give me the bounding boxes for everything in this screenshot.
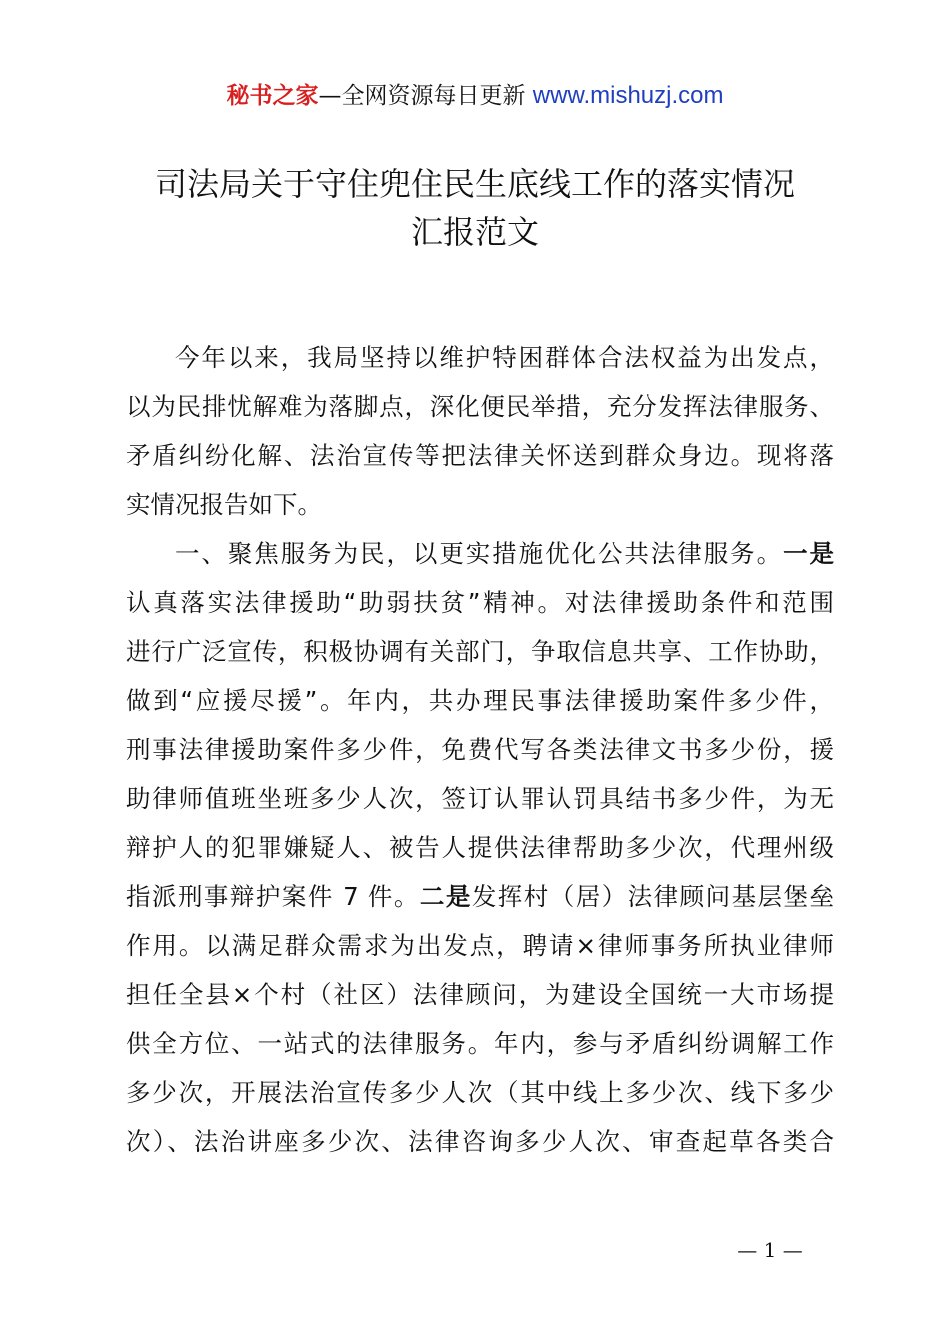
document-title [80,160,870,256]
site-url[interactable]: www.mishuzj.com [532,82,724,109]
text-line: 认真落实法律援助“助弱扶贫”精神。对法律援助条件和范围 [126,588,834,617]
text-line: 次）、法治讲座多少次、法律咨询多少人次、审查起草各类合 [126,1127,834,1156]
text-line: 担任全县×个村（社区）法律顾问，为建设全国统一大市场提 [126,980,834,1009]
text-line: 矛盾纠纷化解、法治宣传等把法律关怀送到群众身边。现将落 [126,441,834,470]
text-line: 实情况报告如下。 [126,490,322,519]
text-line: 辩护人的犯罪嫌疑人、被告人提供法律帮助多少次，代理州级 [126,833,834,862]
point-marker-1: 一是 [783,539,834,568]
section-heading-line [126,529,834,578]
text-line: 做到“应援尽援”。年内，共办理民事法律援助案件多少件， [126,686,834,715]
text-line: 进行广泛宣传，积极协调有关部门，争取信息共享、工作协助， [126,637,834,666]
text-line-mixed [126,872,834,921]
text-line: 助律师值班坐班多少人次，签订认罪认罚具结书多少件，为无 [126,784,834,813]
text-line: 供全方位、一站式的法律服务。年内，参与矛盾纠纷调解工作 [126,1029,834,1058]
text-line: 刑事法律援助案件多少件，免费代写各类法律文书多少份，援 [126,735,834,764]
title-line-2: 汇报范文 [410,213,539,251]
text-line: 作用。以满足群众需求为出发点，聘请×律师事务所执业律师 [126,931,834,960]
site-header [0,80,950,112]
point-marker-2: 二是 [419,882,472,911]
text-line: 以为民排忧解难为落脚点，深化便民举措，充分发挥法律服务、 [126,392,834,421]
section-heading: 一、聚焦服务为民，以更实措施优化公共法律服务。 [175,539,784,568]
text-line: 多少次，开展法治宣传多少人次（其中线上多少次、线下多少 [126,1078,834,1107]
brand-name: 秘书之家 [226,83,319,109]
text-segment: 指派刑事辩护案件 7 件。 [126,882,420,911]
text-segment: 发挥村（居）法律顾问基层堡垒 [471,882,835,911]
header-slogan: —全网资源每日更新 [318,83,533,109]
document-body [126,333,834,1166]
text-line: 今年以来，我局坚持以维护特困群体合法权益为出发点， [175,343,834,372]
page-number: — 1 — [737,1238,803,1262]
title-line-1: 司法局关于守住兜住民生底线工作的落实情况 [154,165,795,203]
